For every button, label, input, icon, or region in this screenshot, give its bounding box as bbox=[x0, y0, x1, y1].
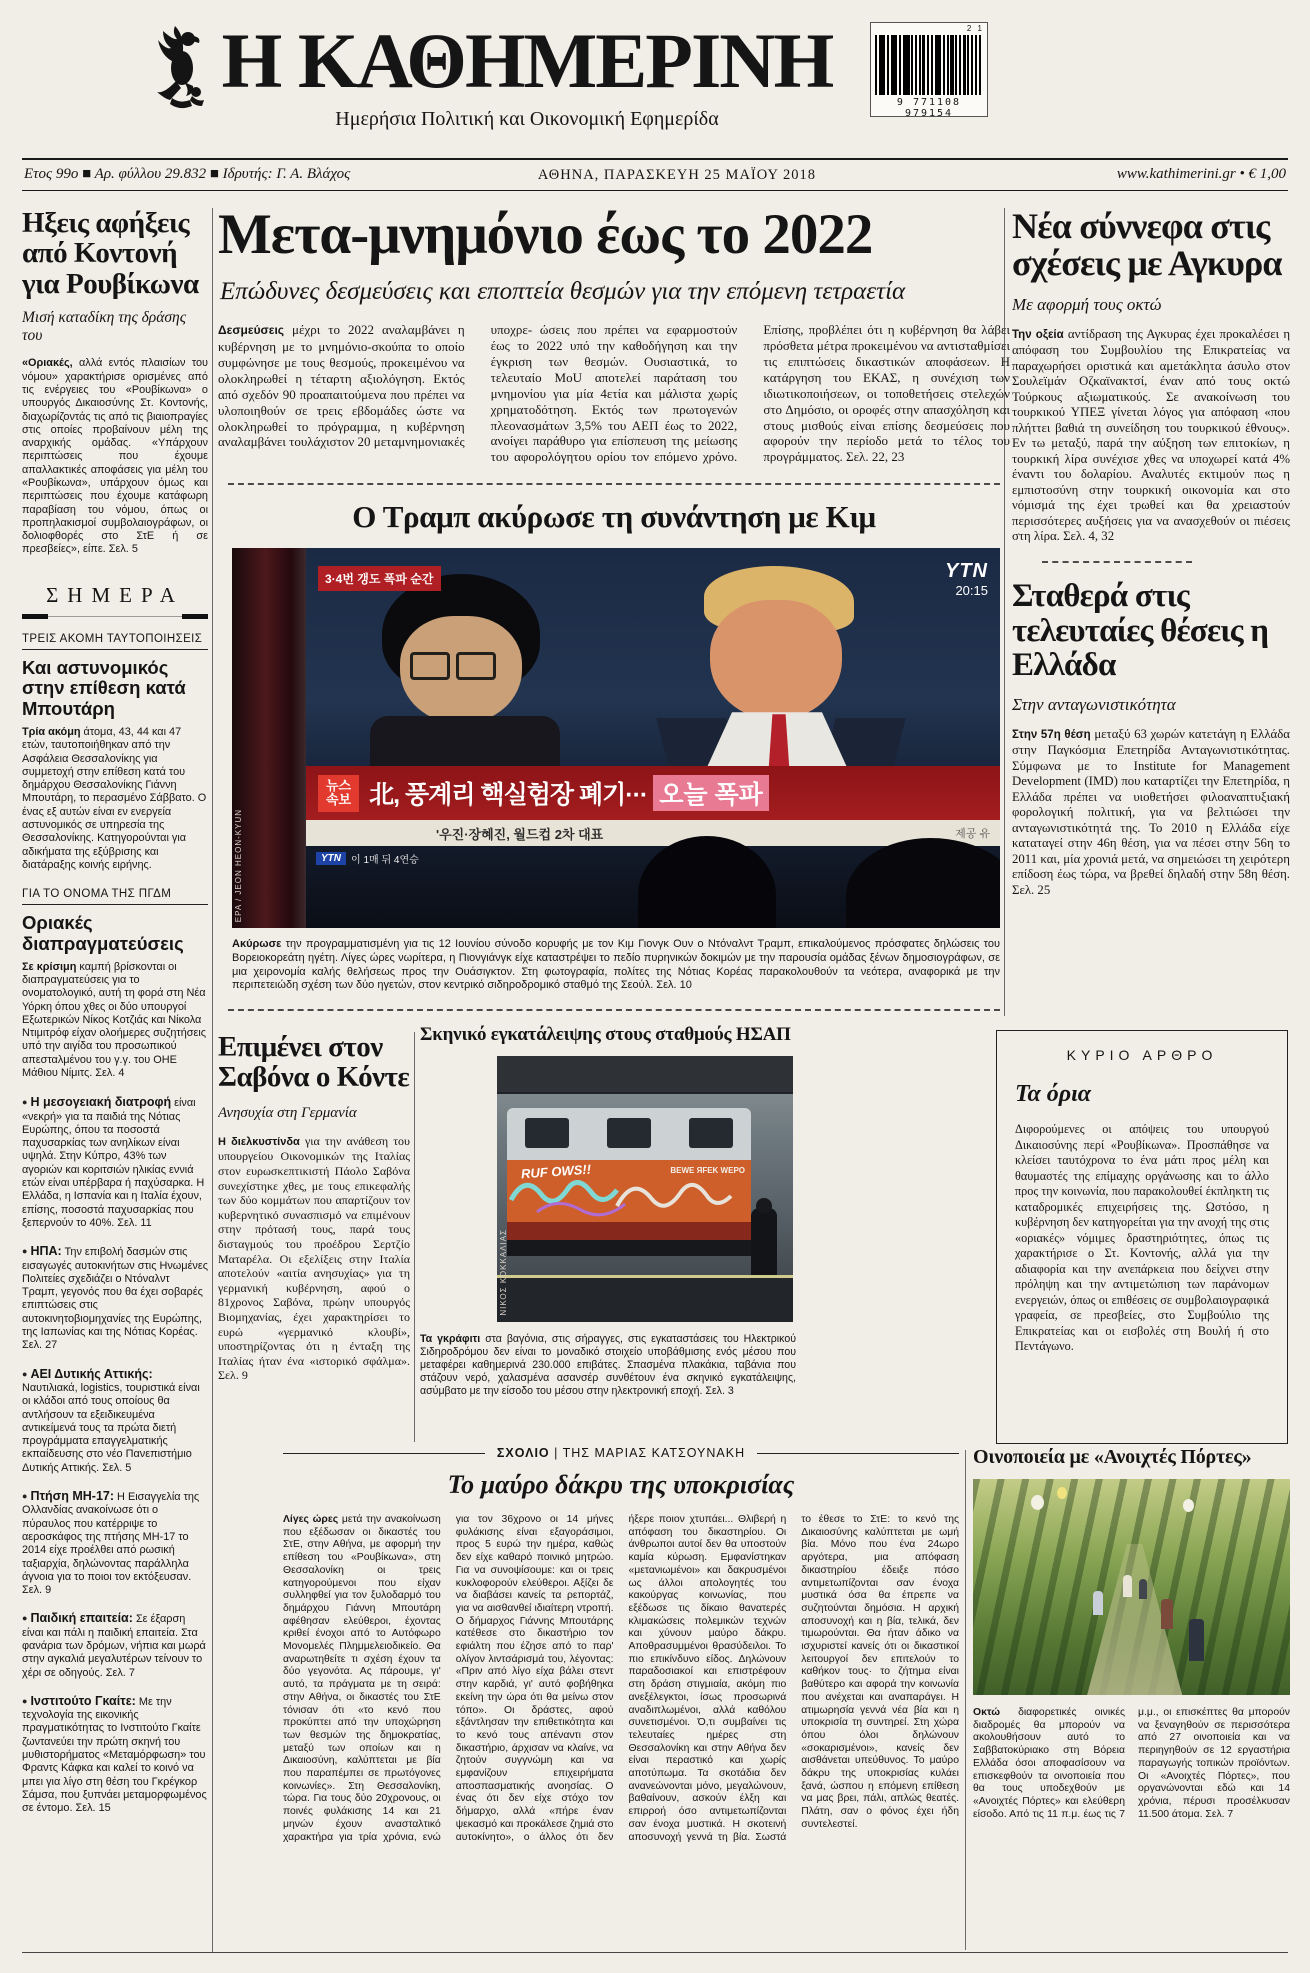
sidebar-story-text: καμπή βρίσκονται οι διαπραγματεύσεις για το ονοματολογικό, αυτή τη φορά στη Νέα Υόρκη όπου χθες οι δύο υπουργοί Εξωτερικών Νίκος Κοτζιάς και Νίκολα Ντιμιτρόφ είχαν ολοήμερες συζητήσεις υπό την αιγίδα του προσωπικού απεσταλμένου του γ.γ. του ΟΗΕ Μάθιου Νίμιτς. Σελ. 4 bbox=[22, 960, 207, 1079]
sidebar-story-headline: Οριακές διαπραγματεύσεις bbox=[22, 912, 184, 954]
visitor-figure bbox=[1161, 1599, 1173, 1629]
photo-frame-edge bbox=[232, 548, 306, 928]
agkyra-lead: Την οξεία bbox=[1012, 328, 1064, 341]
news-flash-box bbox=[318, 775, 359, 812]
sidebar-brief bbox=[22, 1490, 208, 1597]
dateline-site-price: www.kathimerini.gr • € 1,00 bbox=[1116, 166, 1286, 182]
brief-lead: Παιδική επαιτεία: bbox=[30, 1611, 133, 1626]
kim-glasses-icon bbox=[456, 652, 496, 680]
korean-headline: 北, 풍계리 핵실험장 폐기··· bbox=[369, 781, 648, 810]
korean-badge: 3·4번 갱도 폭파 순간 bbox=[318, 566, 441, 591]
barcode-bars-icon bbox=[875, 35, 983, 95]
commentary-label-word: ΣΧΟΛΙΟ bbox=[496, 1446, 550, 1460]
trump-headline: Ο Τραμπ ακύρωσε τη συνάντηση με Κιμ bbox=[352, 499, 876, 535]
metro-train bbox=[507, 1108, 751, 1256]
visitor-figure bbox=[1123, 1575, 1132, 1597]
wine-story bbox=[973, 1446, 1290, 1952]
divider-sidebar bbox=[212, 208, 213, 1952]
agkyra-subtitle: Με αφορμή τους οκτώ bbox=[1012, 294, 1162, 314]
simera-header: ΣΗΜΕΡΑ bbox=[46, 582, 184, 607]
station-beam bbox=[497, 1056, 793, 1094]
korean-highlight: 오늘 폭파 bbox=[653, 775, 769, 811]
sidebar-story-text: άτομα, 43, 44 και 47 ετών, ταυτοποιήθηκαν από την Ασφάλεια Θεσσαλονίκης για συμμετοχή στην επίθεση κατά του δημάρχου Θεσσαλονίκης Γιάννη Μπουτάρη, το περασμένο Σάββατο. Ο ένας εξ αυτών είναι εν ενεργεία αστυνομικός σε υπηρεσία της Θεσσαλονίκης. Κατηγορούνται για αδικήματα της εξύβρισης και διατάραξης κοινής ειρήνης. bbox=[22, 725, 207, 871]
balloon bbox=[1057, 1487, 1067, 1499]
isap-photo bbox=[497, 1056, 793, 1322]
sidebar-story-body bbox=[22, 961, 208, 1081]
sidebar-top-subtitle: Μισή καταδίκη της δράσης του bbox=[22, 309, 187, 345]
editorial-box bbox=[996, 1030, 1288, 1444]
trump-caption bbox=[232, 938, 1000, 993]
commentary-label bbox=[497, 1446, 745, 1460]
main-col3: Επίσης, προβλέπει ότι η κυβέρνηση θα λάβει πρόσθετα μέτρα προκειμένου να αντισταθμίσει τις επιπτώσεις δικαστικών αποφάσεων. Η κατάργηση του ΕΚΑΣ, η συνέχιση των ιδιωτικοποιήσεων, οι τοποθετήσεις στελεχών στο Δημόσιο, οι οροφές στην απασχόληση και στους μισθούς είναι επίσης δεσμεύσεις που αφορούν την περίοδο μετά το τέλος του προγράμματος. Σελ. 22, 23 bbox=[763, 322, 1010, 465]
ellada-text: μεταξύ 63 χωρών κατετάγη η Ελλάδα στην Παγκόσμια Επετηρίδα Ανταγωνιστικότητας. Σύμφωνα με το Institute for Management Development (IMD) που καταρτίζει την Επετηρίδα, η Ελλάδα πρέπει να υιοθετήσει φιλοαναπτυξιακή φορολογική πολιτική, για να βελτιώσει την ανταγωνιστικότητά της. Το 2010 η Ελλάδα είχε καταταγεί στην 46η θέση, για να πέσει στην 56η το 2011 και, μία χρονιά μετά, να σημειώσει τη χειρότερη επίδοση έως τώρα, να βρεθεί δηλαδή στην 58η θέση. Σελ. 25 bbox=[1012, 726, 1290, 897]
brief-lead: Πτήση ΜΗ-17: bbox=[30, 1489, 115, 1504]
ticker-small: 제공 유 bbox=[955, 828, 990, 841]
agkyra-body bbox=[1012, 327, 1290, 545]
conte-headline: Επιμένει στον Σαβόνα ο Κόντε bbox=[218, 1032, 410, 1094]
right-column bbox=[1012, 208, 1290, 1020]
conte-lead: Η διελκυστίνδα bbox=[218, 1135, 300, 1148]
brief-lead: Η μεσογειακή διατροφή bbox=[30, 1095, 172, 1110]
brief-text: Ναυτιλιακά, logistics, τουριστικά είναι οι κλάδοι από τους οποίους θα αντλήσουν τα εξειδικευμένα αντικείμενά τους τα πρώτα διετή προγράμματα επαγγελματικής εκπαίδευσης στο νέο Πανεπιστήμιο Δυτικής Αττικής. Σελ. 5 bbox=[22, 1381, 200, 1474]
sidebar-brief bbox=[22, 1695, 208, 1816]
ytn-logo bbox=[945, 560, 988, 598]
brief-lead: Ινστιτούτο Γκαίτε: bbox=[30, 1693, 136, 1708]
main-story-area bbox=[218, 203, 1010, 1011]
commuter-silhouette-head bbox=[756, 1198, 772, 1214]
brief-text: είναι «νεκρή» για τα παιδιά της Νότιας Ευρώπης, όπου τα ποσοστά παχυσαρκίας των ανηλίκων είναι υψηλά. Στην Κύπρο, 43% των αγοριών και κοριτσιών ηλικίας εννιά ετών είναι υπέρβαρα ή παχύσαρκα. Η Ελλάδα, η Ισπανία και η Ιταλία έχουν, επίσης, ποσοστά παχυσαρκίας που ξεπερνούν το 40%. Σελ. 11 bbox=[22, 1097, 205, 1229]
dashed-divider bbox=[228, 1009, 1000, 1011]
kim-glasses-icon bbox=[410, 652, 450, 680]
isap-story bbox=[420, 1024, 796, 1444]
dateline-issue-info: Ετος 99ο ■ Αρ. φύλλου 29.832 ■ Ιδρυτής: Γ. Α. Βλάχος bbox=[24, 166, 351, 182]
kathimerini-eagle-logo-icon bbox=[150, 26, 212, 115]
bullet-icon: ● bbox=[22, 1246, 28, 1257]
editorial-title: Τα όρια bbox=[1015, 1081, 1092, 1107]
sidebar-brief bbox=[22, 1245, 208, 1352]
dashed-divider bbox=[1042, 561, 1192, 563]
sidebar-top-text: αλλά εντός πλαισίων του νόμου» χαρακτήρισε ορισμένες από τις ενέργειες του «Ρουβίκωνα» ο υπουργός Δικαιοσύνης Στ. Κοντονής, διαχωρίζοντάς τις από τις βιαιοπραγίες στις οποίες προβαίνουν μέλη της αναρχικής ομάδας. «Υπάρχουν περιπτώσεις που έχουμε απαλλακτικές αποφάσεις για μέλη του «Ρουβίκωνα», υπάρχουν όμως και περιπτώσεις που έχουμε κατάφωρη παραβίαση του νόμου, όπως οι προπηλακισμοί συμβολαιογράφων, οι δολιοφθορές στο ΣτΕ ή σε πρεσβείες», είπε. Σελ. 5 bbox=[22, 357, 208, 556]
divider-sxolio-wine bbox=[965, 1450, 966, 1950]
newspaper-subtitle: Ημερήσια Πολιτική και Οικονομική Εφημερίδα bbox=[335, 108, 719, 130]
newspaper-title: Η ΚΑΘΗΜΕΡΙΝΗ bbox=[221, 17, 833, 104]
dateline-date: ΑΘΗΝΑ, ΠΑΡΑΣΚΕΥΗ 25 ΜΑΪΟΥ 2018 bbox=[537, 167, 817, 183]
isap-headline: Σκηνικό εγκατάλειψης στους σταθμούς ΗΣΑΠ bbox=[420, 1024, 791, 1045]
sidebar-story-lead: Σε κρίσιμη bbox=[22, 960, 77, 973]
bullet-icon: ● bbox=[22, 1613, 28, 1624]
bullet-icon: ● bbox=[22, 1368, 28, 1379]
ellada-body bbox=[1012, 727, 1290, 899]
ytn-chip-row bbox=[316, 851, 419, 866]
commentary-label-row bbox=[283, 1446, 959, 1460]
commentary-title: Το μαύρο δάκρυ της υποκρισίας bbox=[447, 1470, 795, 1499]
agkyra-headline: Νέα σύννεφα στις σχέσεις με Αγκυρα bbox=[1012, 208, 1282, 284]
brief-text: Την επιβολή δασμών στις εισαγωγές αυτοκινήτων στις Ηνωμένες Πολιτείες σχεδιάζει ο Ντόναλντ Τραμπ, γεγονός που θα έχει σοβαρές επιπτώσεις στις αυτοκινητοβιομηχανίες της Ευρώπης, της Ιαπωνίας και της Νότιας Κορέας. Σελ. 27 bbox=[22, 1246, 208, 1352]
trump-face bbox=[710, 600, 842, 720]
left-sidebar bbox=[22, 208, 208, 1952]
ytn-chip: YTN bbox=[316, 852, 346, 865]
label-separator: | bbox=[554, 1446, 563, 1460]
trump-kim-photo bbox=[232, 548, 1000, 928]
trump-caption-lead: Ακύρωσε bbox=[232, 938, 282, 951]
commentary-col4: ένα 24ωρο αργότερα, μια απόφαση δικαστηρίου έδειξε πόσο αντιμετωπίζονται σαν ένοχα μυστικά όσα θα έπρεπε να συζητούνται δημόσια. Η αρχική αποσυνοχή και η βία, τελικά, δεν τιμωρούνται. Θα ήταν άδικο να ισχυριστεί κανείς ότι οι δικαστικοί λειτουργοί δεν επιτελούν το καθήκον τους· το ζήτημα είναι βαθύτερο και αφορά την κοινωνία που ανέχεται και αναπαράγει. Η ατιμωρησία γεννά νέα βία και η υποκρισία τη συντηρεί. Στη χώρα όπου όλοι δηλώνουν «σοκαρισμένοι», κανείς δεν αισθάνεται υπεύθυνος. Το μαύρο δάκρυ της υποκρισίας κυλάει ξανά, ώσπου η επόμενη επίθεση να μας βρει, πάλι, απλώς θεατές. Πλάτη, σαν ο φόνος έχει ήδη συντελεστεί. bbox=[801, 1539, 959, 1830]
sidebar-story-kicker: ΓΙΑ ΤΟ ΟΝΟΜΑ ΤΗΣ ΠΓΔΜ bbox=[22, 888, 208, 905]
bullet-icon: ● bbox=[22, 1097, 28, 1108]
commentary-body bbox=[283, 1514, 959, 1844]
sidebar-top-headline: Ηξεις αφήξεις από Κοντονή για Ρουβίκωνα bbox=[22, 208, 199, 300]
conte-text: για την ανάθεση του υπουργείου Οικονομικών της Ιταλίας στον ευρωσκεπτικιστή Πάολο Σαβόνα συνεχίστηκε χθες, με τους επικεφαλής των δύο κομμάτων που απαρτίζουν τον κυβερνητικό συνασπισμό να επιμένουν στην πρότασή τους, παρά τους δισταγμούς του προέδρου Σερτζίο Ματαρέλα. Οι εξελίξεις στην Ιταλία αποτελούν «αιτία ανησυχίας» για τη γερμανική κυβέρνηση, αφού ο 81χρονος Σαβόνα, πρώην υπουργός Βιομηχανίας, έχει χαρακτηρίσει το ευρώ «γερμανικό κλουβί», υποστηρίζοντας ότι η ένταξη της Ιταλίας ήταν ένα «ιστορικό σφάλμα». Σελ. 9 bbox=[218, 1133, 410, 1383]
ellada-lead: Στην 57η θέση bbox=[1012, 728, 1091, 741]
dashed-divider bbox=[228, 483, 1000, 485]
wine-headline: Οινοποιεία με «Ανοιχτές Πόρτες» bbox=[973, 1446, 1252, 1468]
editorial-body: Διφορούμενες οι απόψεις του υπουργού Δικαιοσύνης περί «Ρουβίκωνα». Προσπάθησε να κλείσει ταυτόχρονα το ένα μάτι προς μέλη και θαυμαστές της επίμαχης οργάνωσης και το άλλο προς την κοινωνία, που παρακολουθεί έκπληκτη τις καταδρομικές επιχειρήσεις της. Ωστόσο, η κυβέρνηση δεν κατηγορείται για την ανοχή της στις «οριακές» νόμιμες δραστηριότητες, όπως τις χαρακτήρισε ο Στ. Κοντονής, αλλά για την αδιαφορία και την ανεπάρκεια που δείχνει στην πρόληψη και την αντιμετώπιση των παράνομων ενεργειών, όπως οι επιθέσεις σε συμβολαιογραφικά γραφεία, σε πρεσβείες, στο Συμβούλιο της Επικρατείας και οι εισβολές στη Βουλή ή στο Πεντάγωνο. bbox=[1015, 1122, 1269, 1353]
ellada-subtitle: Στην ανταγωνιστικότητα bbox=[1012, 694, 1176, 714]
main-subtitle: Επώδυνες δεσμεύσεις και εποπτεία θεσμών για την επόμενη τετραετία bbox=[220, 278, 906, 306]
ticker-text: '우진·장혜진, 월드컵 2차 대표 bbox=[436, 826, 604, 842]
sidebar-story-body bbox=[22, 726, 208, 872]
graffiti-text-2: BEWE ЯFEK WEPO bbox=[670, 1166, 745, 1175]
isap-caption-lead: Τα γκράφιτι bbox=[420, 1333, 481, 1345]
dateline bbox=[22, 158, 1288, 191]
main-col2: ώσεις που πρέπει να εφαρμοστούν έως το 2022 υπό την καθοδήγηση και την έγκριση των θεσμών. Ουσιαστικά, το τελευταίο MoU αποτελεί παράταση του μνημονίου για μία 4ετία και μάλιστα χωρίς χρηματοδότηση. Εκτός των πρωτογενών πλεονασμάτων 3,5% του ΑΕΠ έως το 2022, ανοίγει παράθυρο για επίσπευση της μείωσης του αφορολόγητου ορίου τον επόμενο χρόνο. bbox=[490, 322, 738, 465]
wine-text: διαφορετικές οινικές διαδρομές θα μπορούν να ακολουθήσουν αυτό το Σαββατοκύριακο στη Βόρεια Ελλάδα όσοι αποφασίσουν να επισκεφθούν τα οινοποιεία που θα τους υποδεχθούν με «Ανοιχτές Πόρτες» και ελεύθερη είσοδο. Από τις 11 π.μ. έως τις 7 μ.μ., οι επισκέπτες θα μπορούν να ξεναγηθούν σε περισσότερα από 27 οινοποιεία και να περιηγηθούν σε 12 εργαστήρια παραγωγής τοπικών προϊόντων. Οι «Ανοιχτές Πόρτες», που οργανώνονται εδώ και 14 χρόνια, πέρυσι προσέλκυσαν 11.500 άτομα. Σελ. 7 bbox=[973, 1707, 1290, 1820]
main-col1: μέχρι το 2022 αναλαμβάνει η κυβέρνηση με το μνημόνιο-σκούπα το οποίο συμφώνησε με τους θεσμούς, προκειμένου να ολοκληρωθεί η τέταρτη αξιολόγηση. Εκτός από σχεδόν 90 προαπαιτούμενα που πρέπει να υλοποιηθούν σε τρεις εβδομάδες ώστε να ολοκληρωθεί το πρόγραμμα, η κυβέρνηση αναλαμβάνει τουλάχιστον 20 μεταμνημονιακές υποχρε- bbox=[218, 322, 533, 450]
brief-lead: ΑΕΙ Δυτικής Αττικής: bbox=[30, 1366, 153, 1381]
conte-story bbox=[218, 1032, 410, 1446]
brief-text: Σε έξαρση είναι και πάλι η παιδική επαιτεία. Στα φανάρια των δρόμων, νήπια και μωρά στην αγκαλιά μεγαλυτέρων τείνουν το χέρι σε οδηγούς. Σελ. 7 bbox=[22, 1613, 206, 1679]
main-headline: Μετα-μνημόνιο έως το 2022 bbox=[218, 203, 873, 266]
ytn-time: 20:15 bbox=[955, 583, 988, 599]
agkyra-text: αντίδραση της Αγκυρας έχει προκαλέσει η απόφαση του Συμβουλίου της Επικρατείας να παραχωρήσει οριστικά και αμετάκλητα άσυλο στον Σουλεϊμάν Οζκαϊνακτσί, έναν από τους οκτώ Τούρκους αξιωματικούς. Σε ανακοίνωση του τουρκικού ΥΠΕΞ γίνεται λόγος για απόφαση «που πλήττει βαθιά τη συνείδηση του τουρκικού έθνους». Εν τω μεταξύ, παρά την αύξηση των επιτοκίων, η τουρκική λίρα συνέχισε χθες να υποχωρεί κατά 4% έναντι του δολαρίου. Αναλυτές εκτιμούν πως η εμπιστοσύνη στην τουρκική οικονομία και στο νόμισμά της έχει τρωθεί και θα χρειαστούν περισσότερες αυξήσεις για να ανασχεθούν οι πιέσεις στη λίρα. Σελ. 4, 32 bbox=[1012, 326, 1290, 544]
bullet-icon: ● bbox=[22, 1491, 28, 1502]
main-lead: Δεσμεύσεις bbox=[218, 323, 285, 338]
brief-text: Η Εισαγγελία της Ολλανδίας ανακοίνωσε ότι ο πύραυλος που κατέρριψε το αεροσκάφος της πτήσης ΜΗ-17 το 2014 είχε προέλθει από ρωσική ταξιαρχία, δηλώνοντας παράλληλα άγνοια για το ποιοι τον εκτόξευσαν. Σελ. 9 bbox=[22, 1491, 200, 1597]
platform bbox=[497, 1275, 793, 1322]
barcode bbox=[870, 22, 988, 117]
visitor-figure bbox=[1139, 1579, 1147, 1599]
graffiti-text: RUF OWS!! bbox=[520, 1161, 592, 1182]
conte-subtitle: Ανησυχία στη Γερμανία bbox=[218, 1104, 357, 1121]
isap-caption-text: στα βαγόνια, στις σήραγγες, στις εγκαταστάσεις του Ηλεκτρικού Σιδηροδρόμου δεν είναι το μοναδικό στοιχείο υποβάθμισης ενός μέσου που μεταφέρει καθημερινά 230.000 επιβάτες. Σπασμένα πλακάκια, ταβάνια που στάζουν νερό, χαλασμένα ασανσέρ συνθέτουν ένα σκηνικό εγκατάλειψης, ασύμβατο με την είσοδο του μέσου στην ηλεκτρονική εποχή. Σελ. 3 bbox=[420, 1333, 797, 1397]
sidebar-story-headline: Και αστυνομικός στην επίθεση κατά Μπουτάρη bbox=[22, 656, 186, 720]
ytn-chip-text: 이 1매 뒤 4연승 bbox=[351, 855, 419, 867]
visitor-figure bbox=[1189, 1619, 1204, 1661]
main-body bbox=[218, 322, 1010, 465]
sidebar-story-kicker: ΤΡΕΙΣ ΑΚΟΜΗ ΤΑΥΤΟΠΟΙΗΣΕΙΣ bbox=[22, 633, 208, 650]
brief-text: Με την τεχνολογία της εικονικής πραγματικότητας το Ινστιτούτο Γκαίτε ζωντανεύει την πρώτη σκηνή του μυθιστορήματος «Μεταμόρφωση» του Φραντς Κάφκα και καλεί το κοινό να μπει για λίγο στη θέση του Γκρέγκορ Σάμσα, που ξυπνάει μεταμορφωμένος σε έντομο. Σελ. 15 bbox=[22, 1695, 207, 1815]
editorial-header: ΚΥΡΙΟ ΑΡΘΡΟ bbox=[1066, 1047, 1218, 1063]
sidebar-brief bbox=[22, 1096, 208, 1230]
sidebar-story bbox=[22, 633, 208, 872]
wine-body bbox=[973, 1707, 1290, 1821]
bullet-icon: ● bbox=[22, 1695, 28, 1706]
flash-line2: 속보 bbox=[326, 792, 352, 808]
sidebar-story bbox=[22, 888, 208, 1080]
trump-caption-text: την προγραμματισμένη για τις 12 Ιουνίου σύνοδο κορυφής με τον Κιμ Γιονγκ Ουν ο Ντόναλντ Τραμπ, επικαλούμενος πρόσφατες δηλώσεις του Βορειοκορεάτη ηγέτη. Λίγες ώρες νωρίτερα, η Πιονγιάνγκ είχε καταστρέψει το πεδίο πυρηνικών δοκιμών με την παρουσία ομάδας ξένων δημοσιογράφων, σε μια χειρονομία καλής θελήσεως προς την Ουάσιγκτον. Στη φωτογραφία, πολίτες της Νότιας Κορέας παρακολουθούν τα νεότερα, αναφορικά με την περιπετειώδη σχέση των δύο ηγετών, στον κεντρικό σιδηροδρομικό σταθμό της Σεούλ. Σελ. 10 bbox=[232, 938, 1000, 992]
commuter-silhouette bbox=[751, 1208, 777, 1282]
commentary-col1: μετά την ανακοίνωση που εξέδωσαν οι δικαστές του ΣτΕ, στην Αθήνα, με αφορμή την επίθεση του «Ρουβίκωνα», στη Θεσσαλονίκη οι τρεις κατηγορούμενοι που είχαν συλληφθεί για τον ξυλοδαρμό του δημάρχου Γιάννη Μπουτάρη αφέθησαν ελεύθεροι, έχοντας κριθεί ένοχοι από το Αυτόφωρο Μονομελές Πλημμελειοδικείο. Θα αναρωτηθείτε τι σχέση έχουν τα δύο γεγονότα. Ας πάρουμε, γι' αυτό, τα πράγματα με τη σειρά: στην Αθήνα, οι δικαστές του ΣτΕ τόνισαν ότι «το κενό που προκύπτει από την υποχώρηση των θεσμών της δημοκρατίας, μεταξύ των οποίων και η Δικαιοσύνη, καλύπτεται με βία που παραπέμπει σε πρωτόγονες κοινωνίες». Στη Θεσσαλονίκη, τώρα. Για τους δύο 20χρονους, οι ποινές φυλάκισης 14 και 21 μηνών έχουν ανασταλτικό χαρακτήρα για τρία χρόνια, ενώ για τον 36χρονο οι 14 μήνες φυλάκισης είναι εξαγοράσιμοι, προς 5 bbox=[283, 1514, 614, 1843]
commentary-lead: Λίγες ώρες bbox=[283, 1514, 339, 1525]
sidebar-brief bbox=[22, 1612, 208, 1679]
visitor-figure bbox=[1093, 1591, 1103, 1615]
commentary-col2: ευρώ την ημέρα, καθώς δεν είχε καθαρό ποινικό μητρώο. Για να συνοψίσουμε: και οι τρεις κυκλοφορούν ελεύθεροι. Αξίζει δε να διαβάσει κανείς τα ρεπορτάζ, για να αισθανθεί ιδιαίτερη ντροπή. Ο δήμαρχος Γιάννης Μπουτάρης κατέθεσε στο δικαστήριο τον εφιάλτη που έζησε από το παρ' ολίγον λιντσάρισμά του, λέγοντας: «Πριν από λίγο είχα βάλει στεντ στην καρδιά, γι' αυτό φοβήθηκα εκείνη την ώρα ότι θα μείνω στον τόπο». Οι δράστες, αφού εξάντλησαν την επιθετικότητα και το κενό τους απέναντι στον δικαστήριο, άρχισαν να κλαίνε, να ζητούν συγγνώμη και να εμφανίζουν επιχειρήματα αποσπασματικής ανοησίας. Ο ένας ότι δεν είχε στόχο τον δήμαρχο, αλλά «πήρε έναν ψεκασμό και προκάλεσε ζημιά στο αυτοκίνητο», ο άλλος ότι δεν ήξερε ποιον χτυπάει... Θλιβερή η απόφαση του δικαστηρίου. Οι άνθρωποι αυτοί δεν θα υποστούν καμία κύρωση. Εμφανίστηκαν «μετανιωμένοι» και δακρυσμένοι ως άλλοι bbox=[455, 1514, 787, 1843]
flash-line1: 뉴스 bbox=[326, 777, 352, 793]
balloon bbox=[1031, 1495, 1044, 1510]
ytn-text: YTN bbox=[945, 560, 988, 583]
sidebar-brief bbox=[22, 1368, 208, 1475]
sidebar-story-lead: Τρία ακόμη bbox=[22, 725, 81, 738]
commentary-col3: απολογητές του κακούργας κοινωνίας, που εξέδωσε τις δίκαιο θανατερές κλιμακώσεις πολεμικών τεχνών και χύνουν μαύρο δάκρυ. Αποθρασυμμένοι θρασύδειλοι. Το πιο επικίνδυνο είδος. Δηλώνουν παραδοσιακοί και επιστρέφουν στη δράση στιγμιαία, ακόμη πιο ανεξέλεγκτοι, ίσως προσωρινά αναδιπλωμένοι, αλλά καθόλου συνετισμένοι. Ό,τι συμβαίνει τις τελευταίες ημέρες στη Θεσσαλονίκη και στην Αθήνα δεν είναι περαστικό και χωρίς αποτύπωμα. Τα σκοτάδια δεν ανανεώνονται μόνο, μεγαλώνουν, βαθαίνουν, ασκούν έλξη και επιρροή όσο αντιμετωπίζονται σαν ένοχα μυστικά. Η σκοτεινή αποσυνοχή γεννά τη βία. Σωστά το έθεσε το ΣτΕ: το κενό της Δικαιοσύνης καλύπτεται με ωμή βία. Μόνο που bbox=[628, 1514, 959, 1843]
brief-lead: ΗΠΑ: bbox=[30, 1244, 62, 1259]
photo-credit: ΝΙΚΟΣ ΚΟΚΚΑΛΙΑΣ bbox=[499, 1229, 508, 1316]
barcode-corner-digits: 2 1 bbox=[966, 24, 984, 33]
commentary-author: ΤΗΣ ΜΑΡΙΑΣ ΚΑΤΣΟΥΝΑΚΗ bbox=[562, 1446, 746, 1460]
balloon bbox=[1183, 1499, 1194, 1512]
wine-photo bbox=[973, 1479, 1290, 1695]
bottom-rule bbox=[22, 1952, 1288, 1953]
sidebar-top-lead: «Οριακές, bbox=[22, 357, 73, 370]
simera-bar bbox=[22, 614, 208, 619]
photo-credit: EPA / JEON HEON-KYUN bbox=[234, 809, 243, 923]
conte-body bbox=[218, 1134, 410, 1383]
sidebar-top-body bbox=[22, 357, 208, 556]
barcode-number: 9 771108 979154 bbox=[896, 97, 962, 119]
ellada-headline: Σταθερά στις τελευταίες θέσεις η Ελλάδα bbox=[1012, 577, 1269, 684]
isap-caption bbox=[420, 1333, 796, 1398]
commentary-section bbox=[283, 1446, 959, 1952]
wine-lead: Οκτώ bbox=[973, 1707, 1001, 1718]
divider-conte-isap bbox=[414, 1032, 415, 1442]
korean-headline-strip bbox=[306, 766, 1000, 820]
